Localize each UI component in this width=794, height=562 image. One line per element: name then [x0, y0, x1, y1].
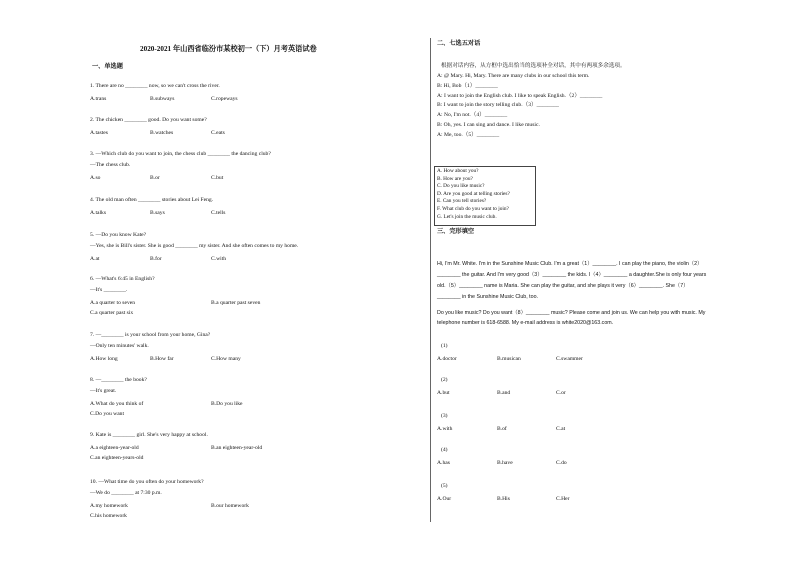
dialogue-line: B: I want to join the story telling club.（3）________ [437, 102, 559, 109]
box-option: A. How about you? [437, 168, 479, 174]
dialogue-instruction: 根据对话内容，从方框中选出恰当的选项补全对话，其中有两项多余选项。 [441, 63, 626, 69]
cloze-number: (4) [441, 447, 448, 453]
cloze-option: B.His [497, 496, 510, 502]
question-stem: 3. —Which club do you want to join, the chess club ________ the dancing club? [90, 151, 271, 157]
answer-option: B.or [150, 175, 160, 181]
section-heading-single-choice: 一、单选题 [92, 63, 123, 70]
dialogue-line: A: No, I'm not.（4）________ [437, 112, 508, 119]
question-stem: 10. —What time do you often do your homework? [90, 479, 204, 485]
cloze-number: (5) [441, 483, 448, 489]
cloze-option: A.doctor [437, 356, 457, 362]
answer-option: A.trans [90, 96, 107, 102]
answer-option: A.so [90, 175, 101, 181]
answer-option: C.tells [211, 210, 226, 216]
answer-option: B.a quarter past seven [211, 300, 261, 306]
answer-option: B.an eighteen-year-old [211, 445, 263, 451]
passage-line: ________ the guitar. And I'm very good（3）________ the kids. I（4）________ a daughter.She is only four years [437, 272, 707, 278]
dialogue-line: A: I want to join the English club. I like to speak English.（2）________ [437, 92, 603, 99]
cloze-number: (2) [441, 377, 448, 383]
answer-option: C.a quarter past six [90, 310, 134, 316]
answer-option: B.watches [150, 130, 174, 136]
answer-option: B.subways [150, 96, 175, 102]
question-stem: 2. The chicken ________ good. Do you want some? [90, 117, 207, 123]
cloze-option: A.has [437, 460, 450, 466]
answer-option: C.but [211, 175, 224, 181]
box-option: G. Let's join the music club. [437, 213, 497, 220]
answer-option: C.his homework [90, 513, 127, 519]
answer-option: C.eats [211, 130, 225, 136]
question-stem: —The chess club. [90, 162, 131, 168]
box-option: C. Do you like music? [437, 183, 485, 190]
question-stem: —Only ten minutes' walk. [90, 343, 149, 349]
cloze-option: A.Our [437, 496, 452, 502]
answer-option: C.an eighteen-years-old [90, 455, 144, 461]
question-stem: —We do ________ at 7:30 p.m. [90, 490, 162, 496]
question-stem: 1. There are no ________ now, so we can't cross the river. [90, 83, 220, 89]
answer-option: A.a quarter to seven [90, 300, 136, 306]
cloze-option: C.or [556, 390, 566, 396]
cloze-number: (1) [441, 343, 448, 349]
answer-option: A.What do you think of [90, 401, 144, 407]
question-stem: —Yes, she is Bill's sister. She is good ________ my sister. And she often comes to my home. [90, 243, 299, 249]
answer-option: B.Do you like [211, 401, 243, 407]
answer-option: C.Do you want [90, 411, 125, 417]
answer-option: A.a eighteen-year-old [90, 445, 139, 451]
cloze-option: C.do [556, 460, 567, 466]
cloze-option: B.have [497, 460, 513, 466]
passage-line: Hi, I'm Mr. White. I'm in the Sunshine Music Club. I'm a great（1）________. I can play the piano, the violin（2） [437, 261, 703, 267]
passage-line: telephone number is 618-6588. My e-mail address is white2020@163.com. [437, 320, 614, 326]
answer-option: A.How long [90, 356, 118, 362]
cloze-number: (3) [441, 413, 448, 419]
question-stem: 9. Kate is ________ girl. She's very happy at school. [90, 432, 208, 438]
section-heading-dialogue: 二、七选五对话 [437, 40, 481, 47]
answer-option: C.How many [211, 356, 241, 362]
question-stem: 7. —________ is your school from your home, Gina? [90, 332, 211, 338]
section-heading-cloze: 三、完形填空 [437, 228, 475, 235]
passage-line: old.（5）________ name is Maria. She can play the guitar, and she plays it very（6）________. She（7） [437, 283, 689, 289]
question-stem: 4. The old man often ________ stories about Lei Feng. [90, 197, 214, 203]
answer-option: B.How far [150, 356, 174, 362]
cloze-option: A.but [437, 390, 450, 396]
question-stem: 8. —________ the book? [90, 377, 147, 383]
cloze-option: B.of [497, 426, 507, 432]
cloze-option: C.swammer [556, 356, 583, 362]
answer-option: B.says [150, 210, 165, 216]
answer-option: A.talks [90, 210, 107, 216]
question-stem: 6. —What's 6:45 in English? [90, 276, 155, 282]
cloze-option: C.at [556, 426, 566, 432]
dialogue-line: B: Hi, Bob（1）________ [437, 82, 498, 89]
answer-option: A.my homework [90, 503, 128, 509]
cloze-option: B.and [497, 390, 511, 396]
dialogue-line: B: Oh, yes. I can sing and dance. I like music. [437, 122, 540, 128]
page-title: 2020-2021 年山西省临汾市某校初一（下）月考英语试卷 [140, 45, 317, 53]
answer-option: A.at [90, 256, 100, 262]
cloze-option: C.Her [556, 496, 570, 502]
passage-line: ________ in the Sunshine Music Club, too. [437, 294, 539, 300]
box-option: D. Are you good at telling stories? [437, 190, 510, 197]
box-option: E. Can you tell stories? [437, 198, 487, 205]
answer-option: A.tastes [90, 130, 108, 136]
box-option: F. What club do you want to join? [437, 206, 509, 212]
answer-option: B.our homework [211, 503, 249, 509]
cloze-option: A.with [437, 426, 453, 432]
answer-option: B.for [150, 256, 162, 262]
question-stem: —It's ________. [90, 287, 128, 293]
dialogue-line: A: @ Mary. Hi, Mary. There are many clubs in our school this term. [437, 73, 590, 79]
column-divider [430, 38, 431, 522]
cloze-option: B.musican [497, 356, 521, 362]
dialogue-line: A: Me, too.（5）________ [437, 131, 500, 138]
box-option: B. How are you? [437, 175, 473, 182]
answer-option: C.with [211, 256, 227, 262]
answer-option: C.ropeways [211, 96, 238, 102]
question-stem: —It's great. [90, 388, 117, 394]
question-stem: 5. —Do you know Kate? [90, 232, 147, 238]
passage-line: Do you like music? Do you want（8）________ music? Please come and join us. We can help you with music. My [437, 310, 706, 316]
